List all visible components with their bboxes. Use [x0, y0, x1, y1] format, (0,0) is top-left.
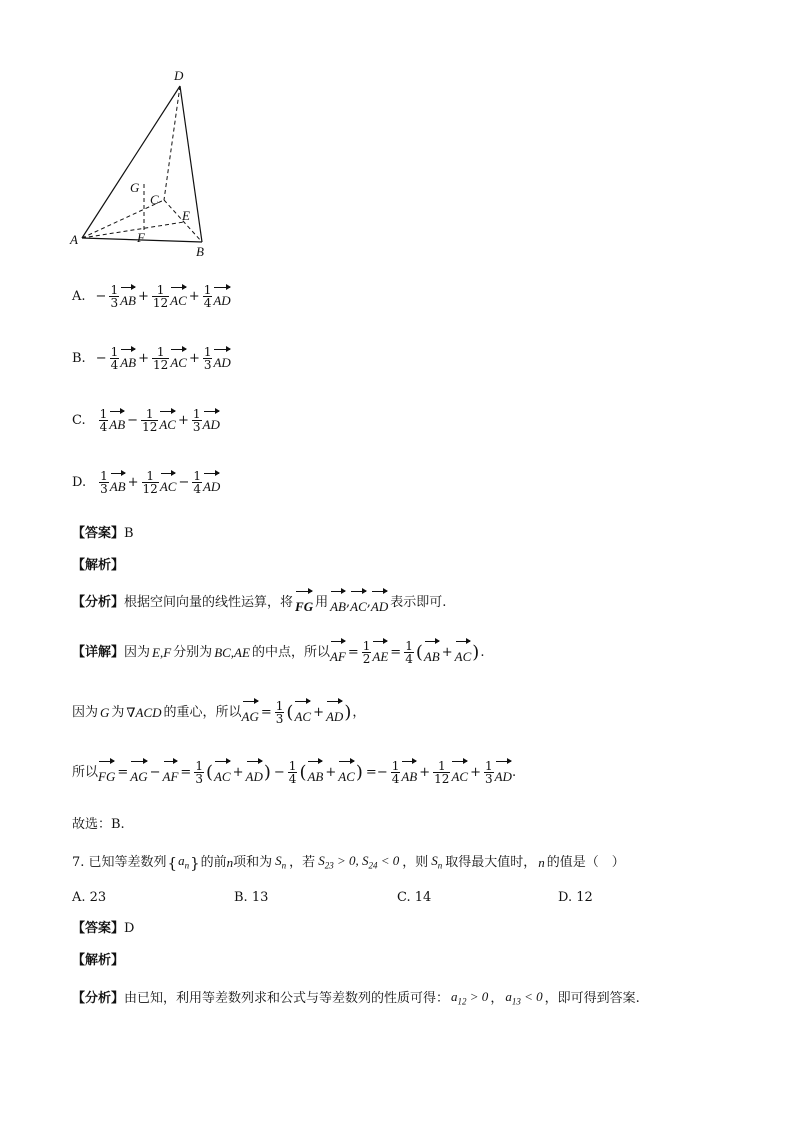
detail-text: 所以	[72, 764, 99, 780]
answer-tag: 【答案】	[72, 526, 125, 541]
fraction: $\frac{1}{4}$	[99, 407, 108, 434]
analysis-line: 【分析】 根据空间向量的线性运算，将 FG 用 AB , AC , AD 表示即可.	[72, 588, 446, 617]
detail-text: 分别为	[173, 644, 213, 660]
math-text: E,F	[152, 644, 172, 660]
question-text: 的值是（ ）	[546, 855, 625, 871]
answer-line-2	[72, 919, 134, 939]
vector: AC	[294, 698, 311, 727]
vector: AD	[213, 346, 230, 371]
vector: AD	[326, 698, 343, 727]
fraction: $\frac{1}{3}$	[275, 699, 284, 726]
vector: AG	[242, 698, 259, 727]
answer-value: D	[124, 921, 135, 936]
vector: AB	[424, 638, 440, 667]
analysis-tag: 【分析】	[72, 991, 125, 1007]
vector: AD	[371, 588, 388, 617]
label-G: G	[130, 180, 140, 195]
vector: AG	[130, 758, 147, 787]
question-text: ，则	[402, 855, 429, 871]
answer-line	[72, 524, 134, 544]
fraction: $\frac{1}{2}$	[362, 639, 371, 666]
sign: +	[127, 475, 139, 490]
vector: AC	[338, 758, 355, 787]
fraction: $\frac{1}{3}$	[192, 407, 201, 434]
sign: +	[188, 289, 200, 304]
vector: AD	[203, 470, 220, 495]
sign: +	[137, 289, 149, 304]
math-text: ∇ACD	[126, 704, 162, 720]
vector: AC	[350, 588, 367, 617]
detail-text: 因为	[72, 704, 99, 720]
math-text: n	[538, 855, 545, 871]
fraction: $\frac{1}{4}$	[391, 759, 400, 786]
question-text: 7. 已知等差数列	[72, 855, 167, 871]
fraction: $\frac{1}{4}$	[203, 283, 212, 310]
vector: AC	[214, 758, 231, 787]
detail-line-2: 因为 G 为 ∇ACD 的重心，所以 AG = $\frac{1}{3}$ ( AC + AD ) ，	[72, 699, 366, 726]
fraction: $\frac{1}{4}$	[405, 639, 413, 666]
fraction: $\frac{1}{3}$	[203, 345, 212, 372]
fraction: $\frac{1}{3}$	[110, 283, 119, 310]
vector: AB	[307, 758, 323, 787]
detail-text: 为	[111, 704, 125, 720]
choice-a[interactable]: A. 23	[72, 890, 107, 905]
detail-line-3: 所以 FG = AG − AF = $\frac{1}{3}$ ( AC + AD ) − $\frac{1}{4}$ ( AB + AC ) =− $\frac{1}{4}$ AB + $\frac{1}{12}$ AC + $\frac{1}{3}$ AD .	[72, 759, 517, 786]
edge-AD	[82, 86, 180, 238]
detail-tag: 【详解】	[72, 644, 125, 660]
label-F: F	[137, 230, 145, 245]
option-d[interactable]	[72, 470, 220, 495]
detail-line-1: 【详解】 因为 E,F 分别为 BC,AE 的中点，所以 AF = $\frac{1}{2}$ AE = $\frac{1}{4}$ ( AB + AC ) .	[72, 639, 485, 666]
vector: AF	[330, 638, 346, 667]
answer-tag: 【答案】	[72, 921, 125, 936]
option-b[interactable]	[72, 346, 231, 371]
fraction: $\frac{1}{4}$	[110, 345, 119, 372]
vector: AC	[160, 470, 177, 495]
option-letter: D.	[72, 474, 87, 490]
vector: AB	[109, 408, 125, 433]
question-text: ，若	[289, 855, 316, 871]
sign: +	[188, 351, 200, 366]
math-text: BC,AE	[214, 644, 250, 660]
math-text: n	[226, 855, 234, 871]
conclusion: 故选：B.	[72, 817, 125, 832]
vector: AE	[372, 638, 388, 667]
option-letter: A.	[72, 288, 86, 304]
option-c[interactable]	[72, 408, 220, 433]
analysis-tag: 【分析】	[72, 594, 125, 610]
vector: AC	[170, 346, 187, 371]
vector: AC	[451, 758, 468, 787]
sign: −	[95, 351, 107, 366]
label-C: C	[150, 192, 159, 207]
label-D: D	[174, 68, 184, 83]
detail-text: 的重心，所以	[163, 704, 242, 720]
segment-AE	[82, 222, 184, 238]
vector: AF	[163, 758, 179, 787]
choice-c[interactable]: C. 14	[397, 890, 432, 905]
vector: AB	[401, 758, 417, 787]
math-text: G	[100, 704, 110, 720]
sign: +	[177, 413, 189, 428]
vector: AB	[120, 284, 136, 309]
sign: −	[178, 475, 190, 490]
option-letter: B.	[72, 350, 86, 366]
vector: AD	[213, 284, 230, 309]
question-text: 的前	[200, 855, 227, 871]
fraction: $\frac{1}{4}$	[288, 759, 297, 786]
vector: AB	[120, 346, 136, 371]
detail-text: 因为	[124, 644, 151, 660]
vector: AC	[159, 408, 176, 433]
vector: AB	[110, 470, 126, 495]
vector: AB	[330, 588, 346, 617]
answer-value: B	[124, 526, 134, 541]
vector-fg: FG	[295, 588, 313, 617]
analysis-text: ，	[490, 991, 504, 1007]
tetrahedron-figure	[60, 62, 240, 262]
fraction: $\frac{1}{12}$	[434, 759, 450, 786]
fraction: $\frac{1}{12}$	[153, 345, 169, 372]
question-text: 项和为	[233, 855, 273, 871]
label-B: B	[196, 244, 204, 259]
vector: AD	[495, 758, 512, 787]
analysis-text: 根据空间向量的线性运算，将	[124, 594, 294, 610]
label-A: A	[70, 232, 78, 247]
fraction: $\frac{1}{3}$	[195, 759, 203, 786]
analysis-text: 表示即可.	[390, 594, 447, 610]
sign: −	[95, 289, 107, 304]
vector: AD	[203, 408, 220, 433]
fraction: $\frac{1}{12}$	[152, 283, 169, 310]
analysis-text: ，即可得到答案.	[544, 991, 640, 1007]
detail-text: 的中点，所以	[251, 644, 330, 660]
vector: AC	[455, 638, 472, 667]
analysis-tag-2: 【解析】	[72, 953, 125, 968]
vector: AD	[246, 758, 263, 787]
sign: +	[138, 351, 150, 366]
option-a[interactable]	[72, 284, 231, 309]
fraction: $\frac{1}{3}$	[484, 759, 493, 786]
sign: −	[127, 413, 139, 428]
fraction: $\frac{1}{4}$	[193, 469, 201, 496]
question-text: 取得最大值时，	[445, 855, 537, 871]
choice-b[interactable]: B. 13	[234, 890, 269, 905]
vector: FG	[98, 758, 115, 787]
edge-DC	[164, 86, 180, 200]
question-7-stem: 7. 已知等差数列 { $a_n$ } 的前 n 项和为 $S_n$ ，若 $S_{23} > 0$, $S_{24} < 0$ ，则 $S_n$ 取得最大值时， n 的值是（ ）	[72, 853, 625, 873]
vector: AC	[170, 284, 187, 309]
fraction: $\frac{1}{12}$	[142, 469, 158, 496]
fraction: $\frac{1}{3}$	[100, 469, 108, 496]
option-letter: C.	[72, 412, 86, 428]
choice-d[interactable]: D. 12	[558, 890, 593, 905]
analysis-tag: 【解析】	[72, 558, 125, 573]
label-E: E	[182, 208, 190, 223]
fraction: $\frac{1}{12}$	[142, 407, 158, 434]
analysis-text: 由已知，利用等差数列求和公式与等差数列的性质可得：	[124, 991, 450, 1007]
analysis-line-2: 【分析】 由已知，利用等差数列求和公式与等差数列的性质可得： $a_{12} > 0$ ， $a_{13} < 0$ ，即可得到答案.	[72, 987, 640, 1012]
analysis-text: 用	[315, 594, 329, 610]
